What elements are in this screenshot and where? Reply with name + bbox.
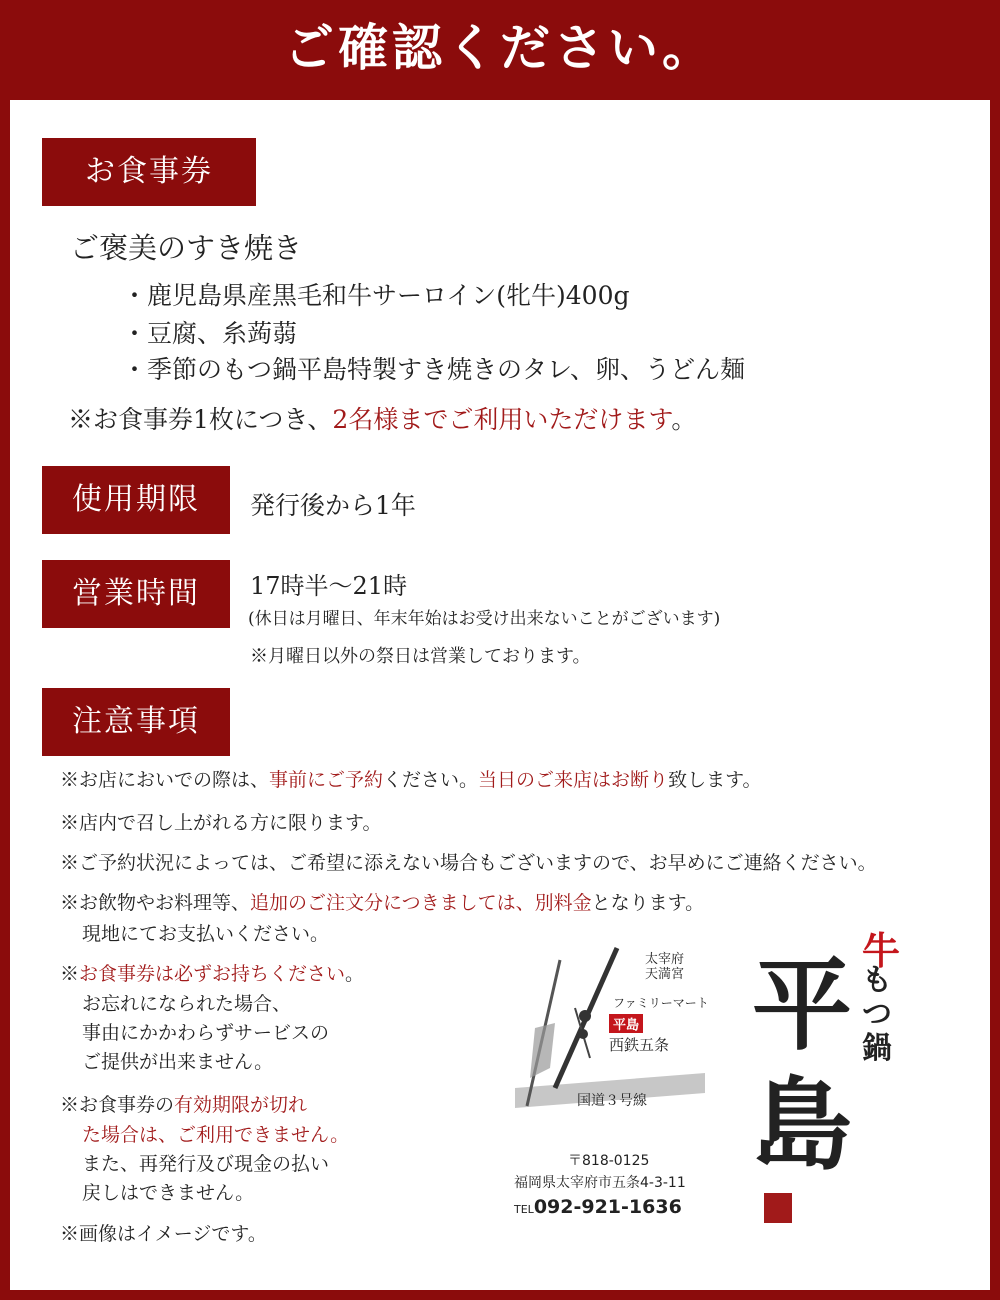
notice-7: ※画像はイメージです。 xyxy=(60,1223,267,1245)
notice-4 xyxy=(60,891,704,915)
notice-text: ※お店においでの際は、 xyxy=(60,769,270,791)
notice-4-cont: 現地にてお支払いください。 xyxy=(82,923,330,945)
notice-5-cont: 事由にかかわらずサービスの xyxy=(82,1022,330,1044)
notice-highlight: 追加のご注文分につきましては、別料金 xyxy=(250,892,592,914)
map-store: ファミリーマート xyxy=(613,996,709,1010)
notice-text: ください。 xyxy=(383,769,479,791)
map-landmark: 太宰府 xyxy=(645,952,685,967)
hours-note: ※月曜日以外の祭日は営業しております。 xyxy=(250,646,591,667)
hours-label: 営業時間 xyxy=(42,560,230,628)
validity-value: 発行後から1年 xyxy=(250,491,416,520)
ticket-label: お食事券 xyxy=(42,138,256,206)
access-map xyxy=(505,938,715,1118)
ticket-item: ・豆腐、糸蒟蒻 xyxy=(122,319,298,348)
notice-1 xyxy=(60,768,762,792)
ticket-item: ・鹿児島県産黒毛和牛サーロイン(牝牛)400g xyxy=(122,281,630,310)
notice-highlight: 当日のご来店はお断り xyxy=(478,769,669,791)
notice-3: ※ご予約状況によっては、ご希望に添えない場合もございますので、お早めにご連絡ください。 xyxy=(60,852,877,874)
map-landmark: 天満宮 xyxy=(645,967,685,982)
map-station: 西鉄五条 xyxy=(609,1036,670,1054)
ticket-item: ・季節のもつ鍋平島特製すき焼きのタレ、卵、うどん麺 xyxy=(122,355,746,384)
logo-beef: 牛 xyxy=(862,928,901,973)
tel-number: 092-921-1636 xyxy=(533,1196,682,1218)
notice-5-cont: お忘れになられた場合、 xyxy=(82,993,292,1015)
validity-label: 使用期限 xyxy=(42,466,230,534)
ticket-note-suffix: 。 xyxy=(671,405,697,434)
ticket-note-highlight: 2名様までご利用いただけます xyxy=(332,405,672,434)
notice-text: となります。 xyxy=(591,892,705,914)
notice-highlight: 事前にご予約 xyxy=(269,769,384,791)
address-line: 福岡県太宰府市五条4-3-11 xyxy=(514,1175,686,1191)
hours-time: 17時半～21時 xyxy=(250,572,408,600)
logo-name-2: 島 xyxy=(752,1066,852,1184)
notice-5-cont: ご提供が出来ません。 xyxy=(82,1051,274,1073)
ticket-title: ご褒美のすき焼き xyxy=(70,231,303,265)
map-road: 国道３号線 xyxy=(577,1093,647,1109)
address-postal: 〒818-0125 xyxy=(568,1153,650,1169)
notices-label: 注意事項 xyxy=(42,688,230,756)
seal-stamp xyxy=(764,1193,792,1223)
notice-highlight: 有効期限が切れ xyxy=(174,1094,308,1116)
logo-name-1: 平 xyxy=(752,946,852,1064)
notice-2: ※店内で召し上がれる方に限ります。 xyxy=(60,812,382,834)
notice-6 xyxy=(60,1093,307,1117)
notice-text: 致します。 xyxy=(668,769,762,791)
notice-6-cont: 戻しはできません。 xyxy=(82,1182,255,1204)
page-title: ご確認ください。 xyxy=(0,0,1000,100)
notice-text: 。 xyxy=(345,963,365,985)
notice-5 xyxy=(60,962,364,986)
ticket-note xyxy=(68,400,696,436)
tel-label: TEL xyxy=(514,1203,534,1216)
notice-text: ※お食事券の xyxy=(60,1094,175,1116)
address-tel xyxy=(514,1196,682,1218)
notice-text: ※ xyxy=(60,963,80,985)
notice-highlight: お食事券は必ずお持ちください xyxy=(79,963,346,985)
notice-6-cont: また、再発行及び現金の払い xyxy=(82,1153,330,1175)
map-shop: 平島 xyxy=(609,1014,643,1033)
ticket-note-prefix: ※お食事券1枚につき、 xyxy=(68,405,333,434)
logo-motsunabe: もつ鍋 xyxy=(862,963,892,1066)
notice-text: ※お飲物やお料理等、 xyxy=(60,892,251,914)
hours-holiday: (休日は月曜日、年末年始はお受け出来ないことがございます) xyxy=(248,609,721,629)
notice-6-cont: た場合は、ご利用できません。 xyxy=(82,1124,350,1146)
